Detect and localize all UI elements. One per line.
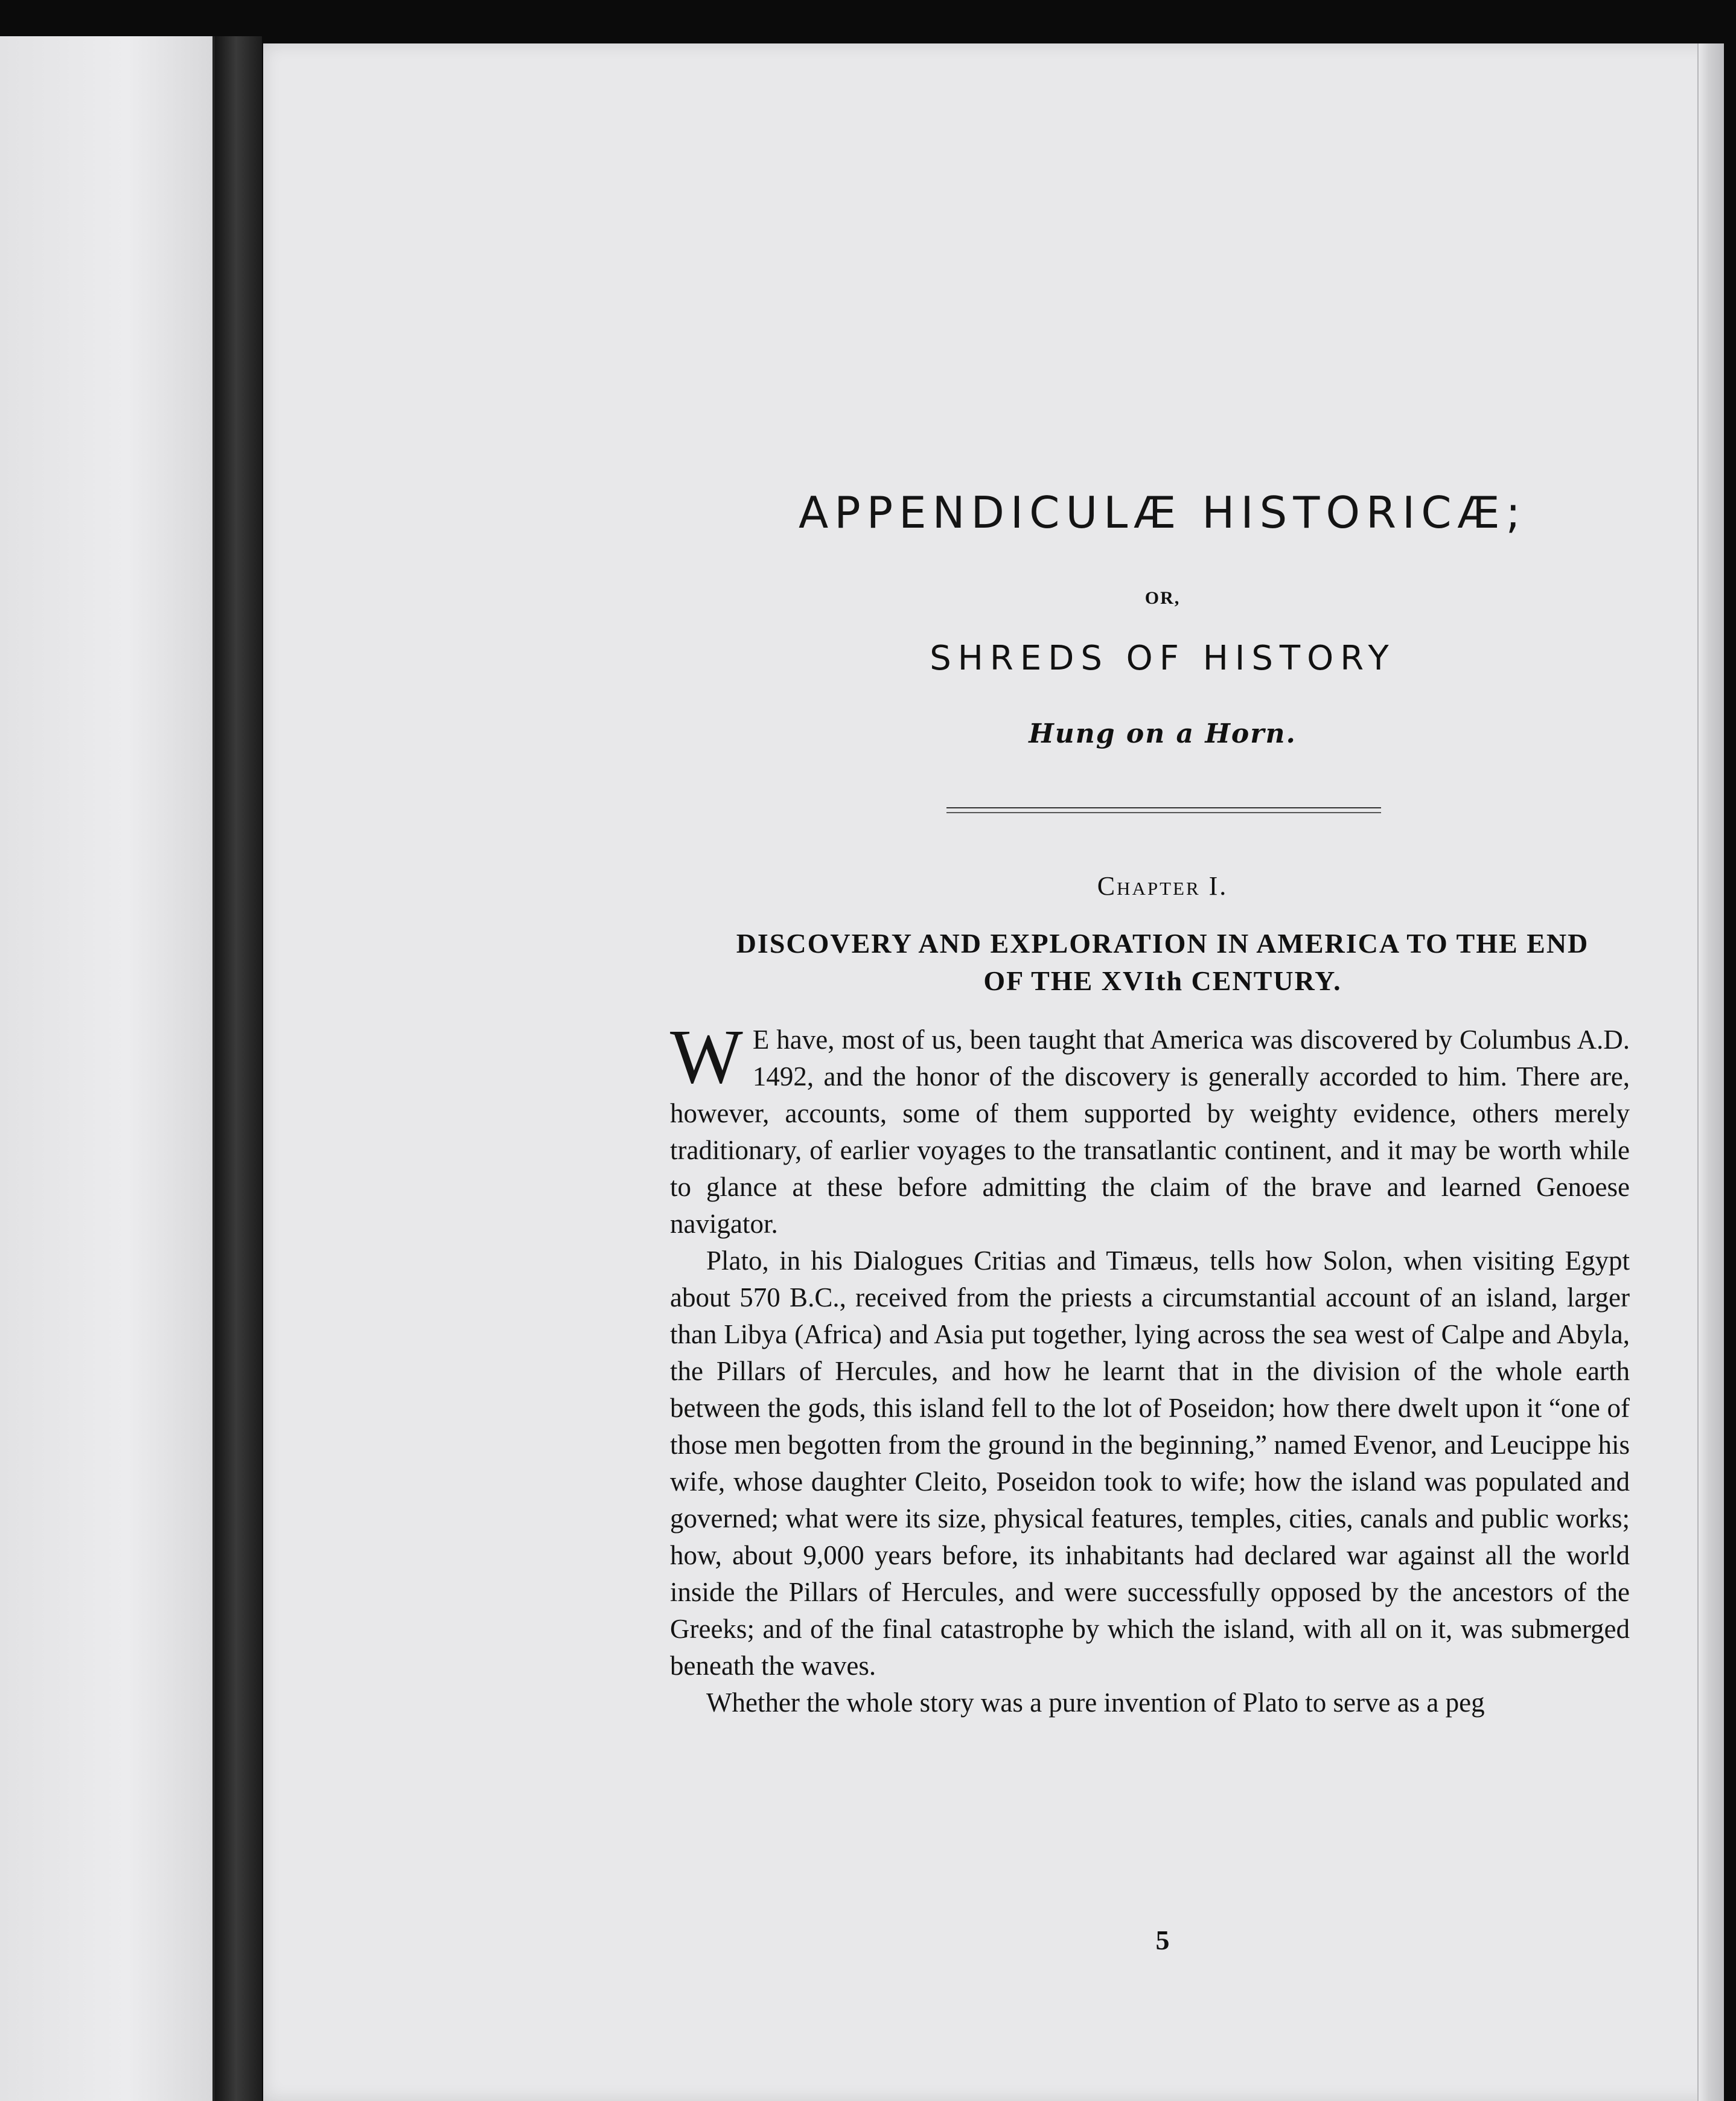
book-subtitle: SHREDS OF HISTORY [930,639,1396,678]
book-subsubtitle: Hung on a Horn. [1029,718,1297,749]
page-number: 5 [1155,1925,1170,1955]
page-edge [1697,43,1724,2101]
paragraph-3: Whether the whole story was a pure invention of Plato to serve as a peg [706,1687,1485,1718]
drop-cap: W [670,1014,743,1099]
paragraph-1-text: have, most of us, been taught that America was discovered by Columbus A.D. 1492, and the honor of the discovery is generally accorded to him. There are, however, accounts, some of them supported by weighty evidence, others merely traditionary, of earlier voyages to the transatlantic continent, and it may be worth while to glance at these before admitting the claim of the brave and learned Genoese navigator. [670,1025,1630,1239]
paragraph-2: Plato, in his Dialogues Critias and Timæus, tells how Solon, when visiting Egypt about 570 B.C., received from the priests a circumstantial account of an island, larger than Libya (Africa) and Asia put together, lying across the sea west of Calpe and Abyla, the Pillars of Hercules, and how he learnt that in the division of the whole earth between the gods, this island fell to the lot of Poseidon; how there dwelt upon it “one of those men begotten from the ground in the beginning,” named Evenor, and Leucippe his wife, whose daughter Cleito, Poseidon took to wife; how the island was populated and governed; what were its size, physical features, temples, cities, canals and public works; how, about 9,000 years before, its inhabitants had declared war against all the world inside the Pillars of Hercules, and were successfully opposed by the ancestors of the Greeks; and of the final catastrophe by which the island, with all on it, was submerged beneath the waves. [670,1246,1630,1681]
body-text [670,1014,1630,1721]
book-title: APPENDICULÆ HISTORICÆ; [799,487,1527,538]
chapter-title-line-1: DISCOVERY AND EXPLORATION IN AMERICA TO THE END [736,928,1589,959]
paragraph-1 [670,1014,1630,1242]
book-gutter [215,36,262,2101]
facing-page [0,36,216,2101]
title-divider [946,807,1381,813]
book-page [263,43,1724,2101]
chapter-title-line-2: OF THE XVIth CENTURY. [983,965,1342,996]
chapter-title [668,925,1658,1000]
title-or: OR, [1144,588,1181,608]
drop-cap-rest: E [752,1025,770,1055]
chapter-heading: Chapter I. [1097,871,1228,901]
